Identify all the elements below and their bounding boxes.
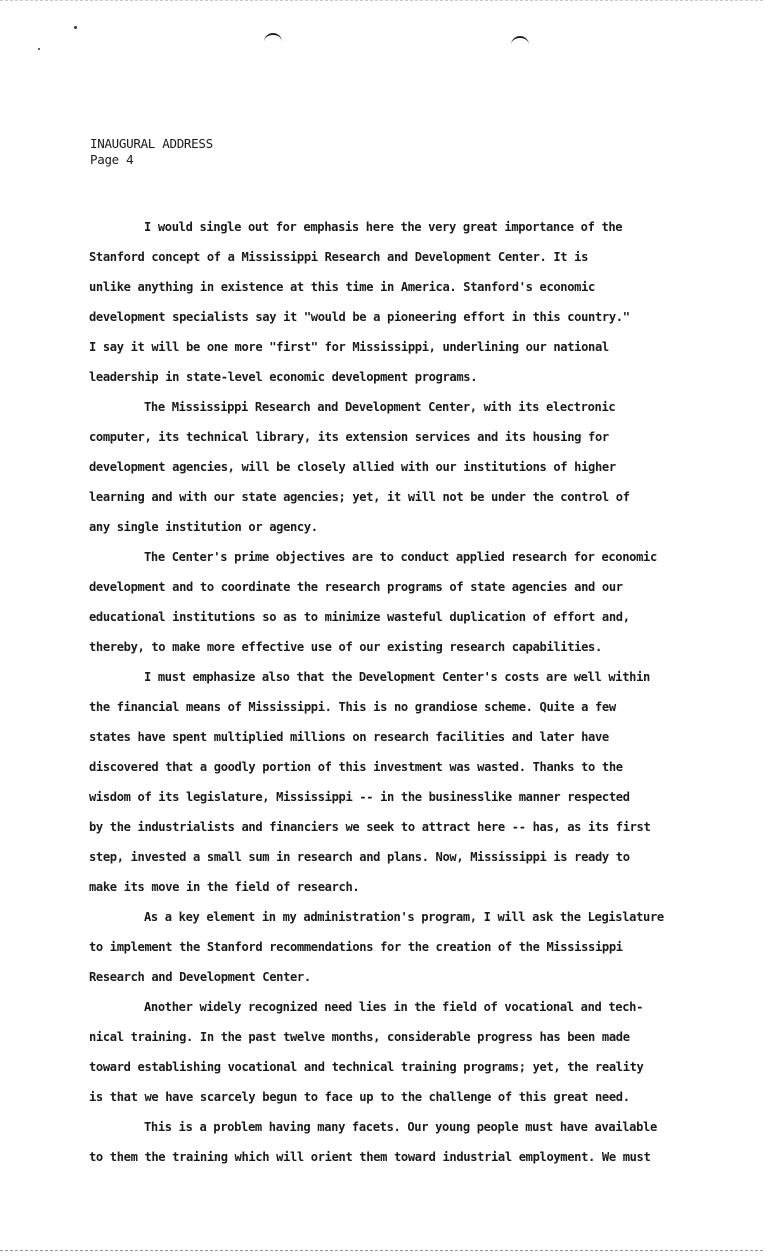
text-line: development and to coordinate the research programs of state agencies and our: [89, 580, 623, 594]
binding-hole-mark-right: [511, 36, 529, 46]
text-line: educational institutions so as to minimize wasteful duplication of effort and,: [89, 610, 630, 624]
text-line: by the industrialists and financiers we seek to attract here -- has, as its first: [89, 820, 651, 834]
address-body: [89, 212, 709, 1172]
text-line: The Center's prime objectives are to conduct applied research for economic: [144, 550, 657, 564]
page-header: [90, 136, 213, 168]
text-line: As a key element in my administration's program, I will ask the Legislature: [144, 910, 664, 924]
text-line: The Mississippi Research and Development Center, with its electronic: [144, 400, 616, 414]
text-line: computer, its technical library, its extension services and its housing for: [89, 430, 609, 444]
text-line: wisdom of its legislature, Mississippi -- in the businesslike manner respected: [89, 790, 630, 804]
text-line: thereby, to make more effective use of our existing research capabilities.: [89, 640, 602, 654]
text-line: development specialists say it "would be a pioneering effort in this country.": [89, 310, 630, 324]
ink-speck: [74, 26, 77, 29]
binding-hole-mark-left: [264, 33, 282, 43]
text-line: any single institution or agency.: [89, 520, 318, 534]
text-line: discovered that a goodly portion of this investment was wasted. Thanks to the: [89, 760, 623, 774]
text-line: Another widely recognized need lies in the field of vocational and tech-: [144, 1000, 644, 1014]
text-line: to implement the Stanford recommendations for the creation of the Mississippi: [89, 940, 623, 954]
text-line: development agencies, will be closely allied with our institutions of higher: [89, 460, 616, 474]
text-line: I say it will be one more "first" for Mississippi, underlining our national: [89, 340, 609, 354]
text-line: learning and with our state agencies; yet, it will not be under the control of: [89, 490, 630, 504]
text-line: states have spent multiplied millions on research facilities and later have: [89, 730, 609, 744]
text-line: Stanford concept of a Mississippi Research and Development Center. It is: [89, 250, 589, 264]
text-line: step, invested a small sum in research and plans. Now, Mississippi is ready to: [89, 850, 630, 864]
text-line: unlike anything in existence at this time in America. Stanford's economic: [89, 280, 595, 294]
text-line: nical training. In the past twelve months, considerable progress has been made: [89, 1030, 630, 1044]
text-line: I would single out for emphasis here the very great importance of the: [144, 220, 623, 234]
text-line: make its move in the field of research.: [89, 880, 360, 894]
text-line: the financial means of Mississippi. This is no grandiose scheme. Quite a few: [89, 700, 616, 714]
text-line: I must emphasize also that the Development Center's costs are well within: [144, 670, 650, 684]
ink-speck: [38, 48, 40, 50]
text-line: This is a problem having many facets. Our young people must have available: [144, 1120, 657, 1134]
page-number: Page 4: [90, 152, 134, 167]
text-line: toward establishing vocational and technical training programs; yet, the reality: [89, 1060, 644, 1074]
document-title: INAUGURAL ADDRESS: [90, 136, 213, 151]
text-line: Research and Development Center.: [89, 970, 311, 984]
top-scan-edge: [0, 0, 763, 1]
text-line: leadership in state-level economic development programs.: [89, 370, 478, 384]
bottom-scan-edge: [0, 1250, 763, 1251]
text-line: is that we have scarcely begun to face up to the challenge of this great need.: [89, 1090, 630, 1104]
text-line: to them the training which will orient them toward industrial employment. We must: [89, 1150, 651, 1164]
